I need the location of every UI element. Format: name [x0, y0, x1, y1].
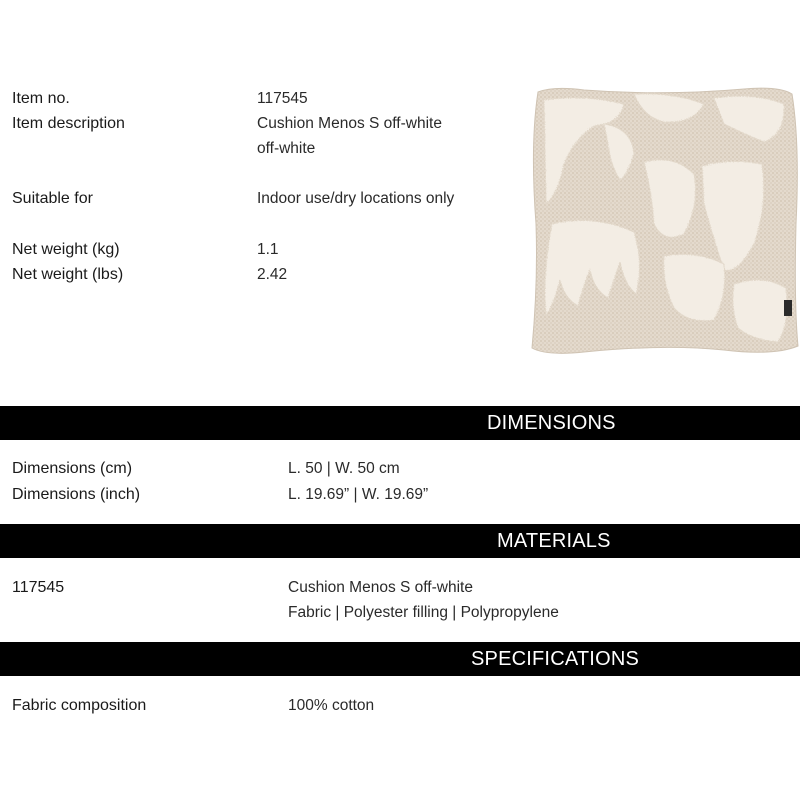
materials-composition: Fabric | Polyester filling | Polypropylene — [288, 604, 559, 621]
net-weight-kg-value: 1.1 — [257, 241, 279, 258]
net-weight-lbs-value: 2.42 — [257, 266, 288, 283]
materials-header-band — [0, 524, 800, 558]
dimensions-cm-label: Dimensions (cm) — [12, 460, 133, 477]
dimensions-header-band — [0, 406, 800, 440]
fabric-composition-label: Fabric composition — [12, 697, 147, 714]
materials-name: Cushion Menos S off-white — [288, 579, 473, 596]
dimensions-cm-value: L. 50 | W. 50 cm — [288, 460, 400, 477]
suitable-for-value: Indoor use/dry locations only — [257, 190, 455, 207]
brand-tag — [784, 300, 792, 316]
dimensions-inch-label: Dimensions (inch) — [12, 486, 141, 503]
item-description-value: Cushion Menos S off-white — [257, 115, 442, 132]
materials-title: MATERIALS — [497, 530, 611, 552]
item-description-color: off-white — [257, 140, 316, 157]
net-weight-kg-label: Net weight (kg) — [12, 241, 120, 258]
net-weight-lbs-label: Net weight (lbs) — [12, 266, 124, 283]
suitable-for-label: Suitable for — [12, 190, 93, 207]
dimensions-title: DIMENSIONS — [487, 412, 616, 434]
materials-item-no: 117545 — [12, 579, 65, 596]
item-no-label: Item no. — [12, 90, 70, 107]
item-description-label: Item description — [12, 115, 125, 132]
specifications-title: SPECIFICATIONS — [471, 648, 640, 670]
item-no-value: 117545 — [257, 90, 308, 107]
dimensions-inch-value: L. 19.69” | W. 19.69” — [288, 486, 429, 503]
specifications-header-band — [0, 642, 800, 676]
product-image — [524, 84, 800, 360]
fabric-composition-value: 100% cotton — [288, 697, 375, 714]
